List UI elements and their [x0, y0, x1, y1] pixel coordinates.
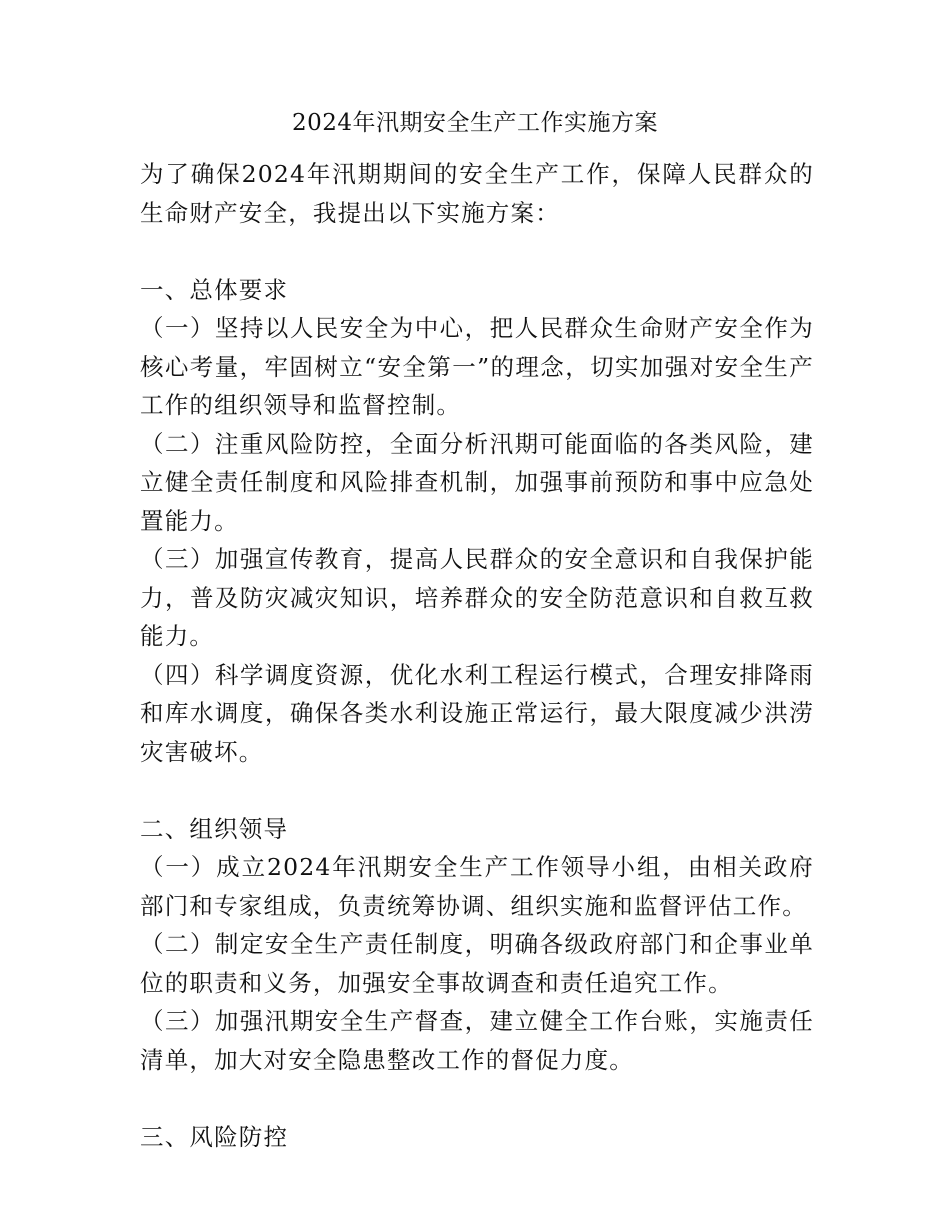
intro-paragraph: 为了确保2024年汛期期间的安全生产工作，保障人民群众的生命财产安全，我提出以下实施方案： — [140, 160, 814, 227]
section-heading-2: 二、组织领导 — [140, 814, 289, 843]
section-2-item-3: （三）加强汛期安全生产督查，建立健全工作台账，实施责任清单，加大对安全隐患整改工作的督促力度。 — [140, 1007, 814, 1074]
paragraph-spacer — [140, 771, 814, 810]
section-1-item-3: （三）加强宣传教育，提高人民群众的安全意识和自我保护能力，普及防灾减灾知识，培养群众的安全防范意识和自救互救能力。 — [140, 545, 814, 650]
section-2-item-1: （一）成立2024年汛期安全生产工作领导小组，由相关政府部门和专家组成，负责统筹协调、组织实施和监督评估工作。 — [140, 853, 814, 920]
section-2-item-2: （二）制定安全生产责任制度，明确各级政府部门和企事业单位的职责和义务，加强安全事故调查和责任追究工作。 — [140, 930, 814, 997]
document-title: 2024年汛期安全生产工作实施方案 — [291, 110, 659, 136]
section-1-item-1: （一）坚持以人民安全为中心，把人民群众生命财产安全作为核心考量，牢固树立“安全第一”的理念，切实加强对安全生产工作的组织领导和监督控制。 — [140, 314, 814, 419]
section-1-item-2: （二）注重风险防控，全面分析汛期可能面临的各类风险，建立健全责任制度和风险排查机制，加强事前预防和事中应急处置能力。 — [140, 429, 814, 535]
section-heading-3: 三、风险防控 — [140, 1122, 289, 1151]
document-body — [140, 155, 814, 1156]
section-1-item-4: （四）科学调度资源，优化水利工程运行模式，合理安排降雨和库水调度，确保各类水利设施正常运行，最大限度减少洪涝灾害破坏。 — [140, 660, 814, 766]
section-heading-1: 一、总体要求 — [140, 275, 289, 304]
paragraph-spacer — [140, 232, 814, 271]
paragraph-spacer — [140, 1079, 814, 1118]
